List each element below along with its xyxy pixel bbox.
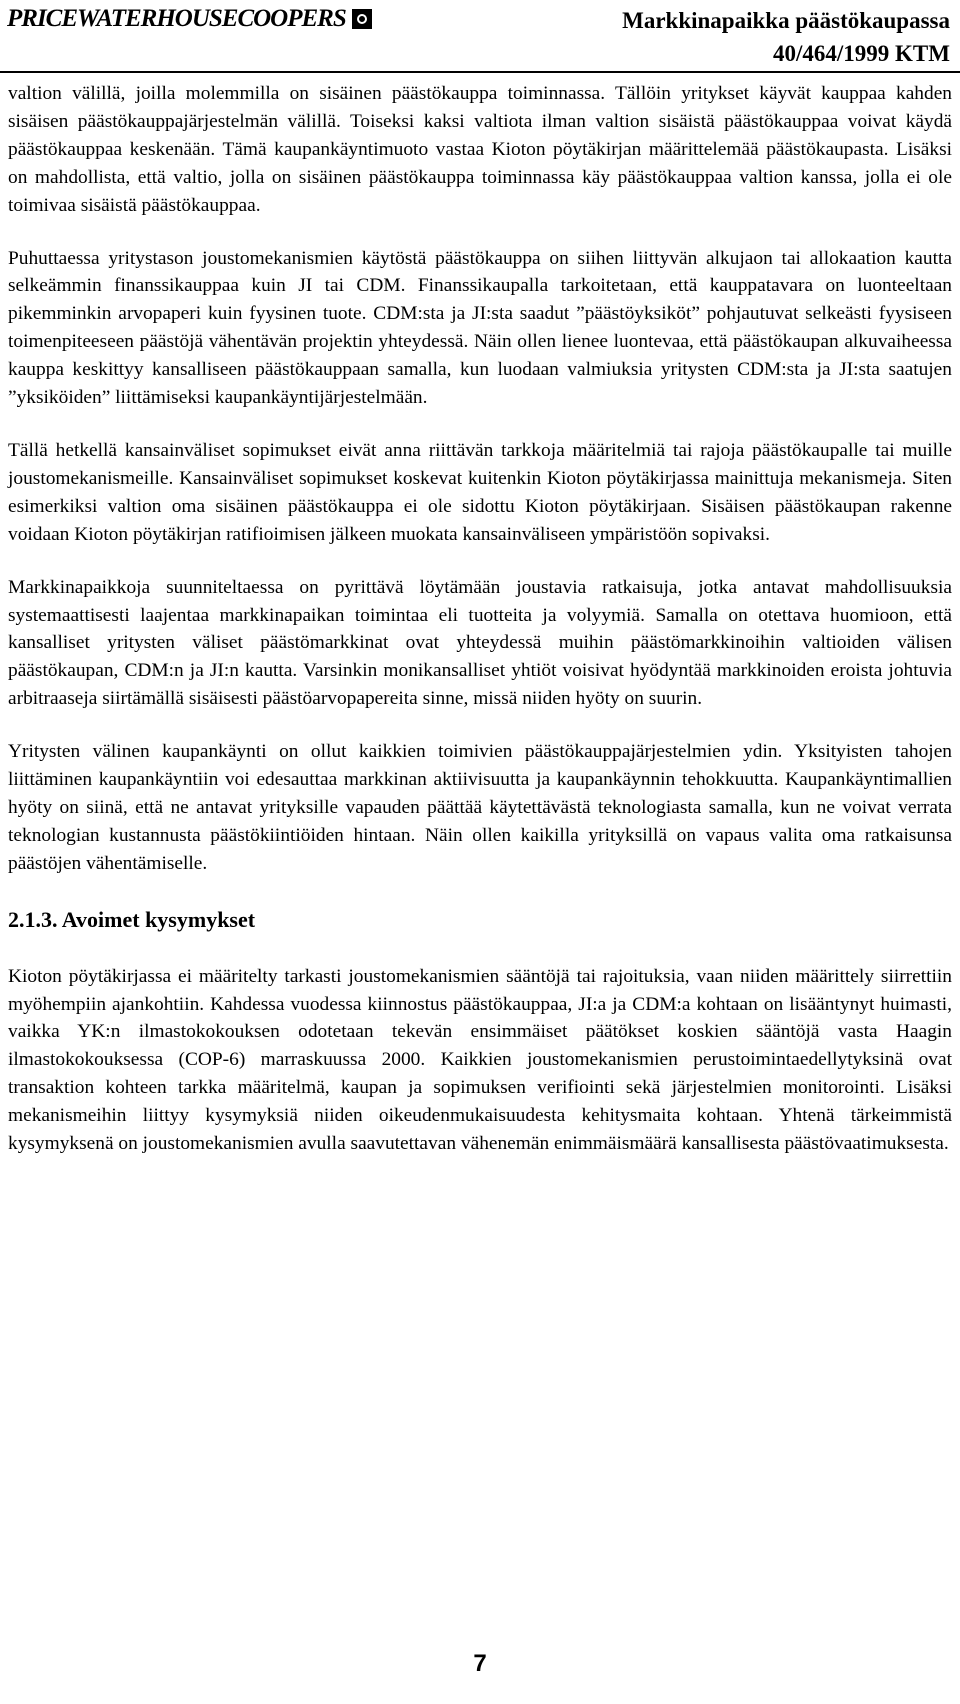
paragraph: Markkinapaikkoja suunniteltaessa on pyrittävä löytämään joustavia ratkaisuja, jotka antavat mahdollisuuksia systemaattisesti laajentaa markkinapaikan toimintaa eli tuotteita ja volyymiä. Samalla on otettava huomioon, että kansalliset yritysten väliset päästömarkkinat ovat yhteydessä muihin päästömarkkinoihin valtioiden välisen päästökaupan, CDM:n ja JI:n kautta. Varsinkin monikansalliset yhtiöt voisivat hyödyntää markkinoiden eroista johtuvia arbitraaseja siirtämällä sisäisesti päästöarvopapereita sinne, missä niiden hyöty on suurin. <box>8 576 952 710</box>
logo-mark-icon <box>352 9 372 29</box>
paragraph: Yritysten välinen kaupankäynti on ollut kaikkien toimivien päästökauppajärjestelmien ydin. Yksityisten tahojen liittäminen kaupankäyntiin voi edesauttaa markkinan aktiivisuutta ja kaupankäynnin tehokkuutta. Kaupankäyntimallien hyöty on siinä, että ne antavat yrityksille vapauden päättää käytettävästä teknologiasta samalla, kun ne voivat verrata teknologian kustannusta päästökiintiöiden hintaan. Näin ollen kaikilla yrityksillä on vapaus valita oma ratkaisunsa päästöjen vähentämiselle. <box>8 741 952 874</box>
document-number: 40/464/1999 KTM <box>773 41 950 66</box>
logo-text: PRICEWATERHOUSECOOPERS <box>7 5 346 32</box>
paragraph: valtion välillä, joilla molemmilla on sisäinen päästökauppa toiminnassa. Tällöin yritykset käyvät kauppaa kahden sisäisen päästökauppajärjestelmän välillä. Toiseksi kaksi valtiota ilman valtion sisäistä päästökauppaa voivat käydä päästökauppaa keskenään. Tämä kaupankäyntimuoto vastaa Kioton pöytäkirjan määrittelemää päästökaupasta. Lisäksi on mahdollista, että valtio, jolla on sisäinen päästökauppa toiminnassa käy päästökauppaa valtion kanssa, jolla ei ole toimivaa sisäistä päästökauppaa. <box>8 83 952 216</box>
section-paragraph: Kioton pöytäkirjassa ei määritelty tarkasti joustomekanismien sääntöjä tai rajoituksia, vaan niiden määrittely siirrettiin myöhempiin ajankohtiin. Kahdessa vuodessa kiinnostus päästökauppaa, JI:a ja CDM:a kohtaan on lisääntynyt huimasti, vaikka YK:n ilmastokokouksen odotetaan tekevän ensimmäiset päätökset koskien sääntöjä vasta Haagin ilmastokokouksessa (COP-6) marraskuussa 2000. Kaikkien joustomekanismien perustoimintaedellytyksinä ovat transaktion kohteen tarkka määritelmä, kaupan ja sopimuksen verifiointi sekä järjestelmien monitorointi. Lisäksi mekanismeihin liittyy kysymyksiä niiden oikeudenmukaisuudesta kehitysmaita kohtaan. Yhtenä tärkeimmistä kysymyksenä on joustomekanismien avulla saavutettavan vähenemän enimmäismäärä kansallisesta päästövaatimuksesta. <box>8 965 952 1155</box>
company-logo <box>7 6 372 32</box>
paragraph: Puhuttaessa yritystason joustomekanismien käytöstä päästökauppa on siihen liittyvän alkujaon tai allokaation kautta selkeämmin finanssikauppaa kuin JI tai CDM. Finanssikaupalla tarkoitetaan, että kauppatavara on luonteeltaan pikemminkin arvopaperi kuin fyysinen tuote. CDM:sta ja JI:sta saadut ”päästöyksiköt” pohjautuvat selkeästi fyysiseen toimenpiteeseen päästöjä vähentävän projektin yhteydessä. Näin ollen lienee luontevaa, että päästökaupan alkuvaiheessa kauppa keskittyy kansalliseen päästökauppaan samalla, kun luodaan valmiuksia yritysten CDM:sta ja JI:sta saatujen ”yksiköiden” liittämiseksi kaupankäyntijärjestelmään. <box>8 247 952 409</box>
page-header <box>0 0 960 70</box>
document-title: Markkinapaikka päästökaupassa <box>622 8 950 33</box>
document-body <box>8 80 952 1183</box>
header-divider <box>0 71 960 73</box>
page-number: 7 <box>473 1650 487 1677</box>
section-heading: 2.1.3. Avoimet kysymykset <box>8 906 256 932</box>
header-info <box>622 4 950 70</box>
paragraph: Tällä hetkellä kansainväliset sopimukset eivät anna riittävän tarkkoja määritelmiä tai rajoja päästökaupalle tai muille joustomekanismeille. Kansainväliset sopimukset koskevat kuitenkin Kioton pöytäkirjassa mainittuja mekanismeja. Siten esimerkiksi valtion oma sisäinen päästökauppa ei ole sidottu Kioton pöytäkirjaan. Sisäisen päästökaupan rakenne voidaan Kioton pöytäkirjan ratifioimisen jälkeen muokata kansainväliseen ympäristöön sopivaksi. <box>8 439 952 545</box>
